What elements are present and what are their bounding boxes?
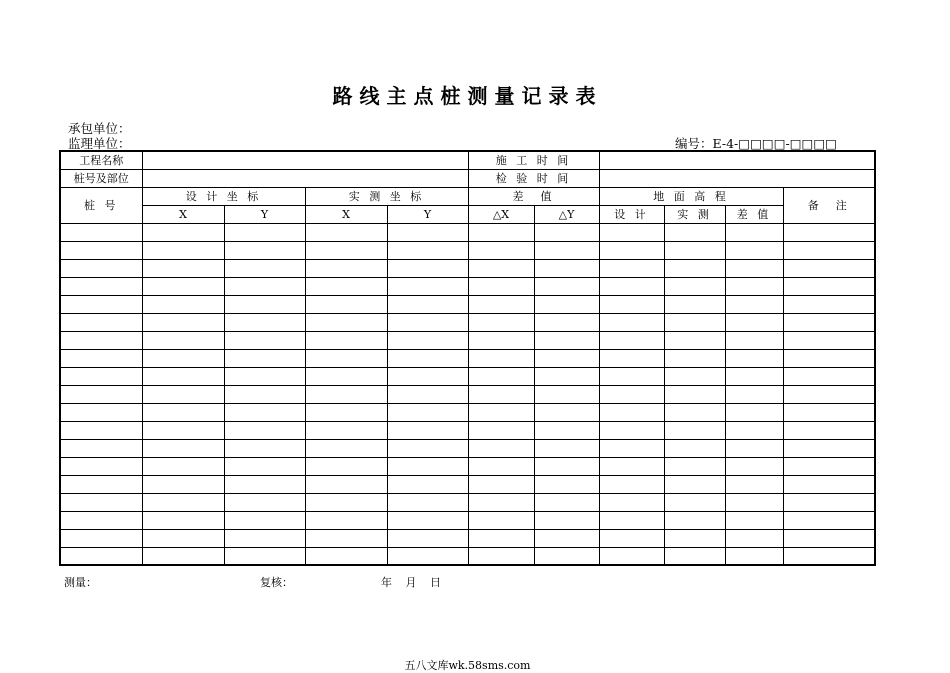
table-row [60, 403, 875, 421]
table-cell[interactable] [599, 313, 664, 331]
table-cell[interactable] [534, 457, 599, 475]
table-cell[interactable] [142, 529, 224, 547]
table-cell[interactable] [534, 403, 599, 421]
form-number: 编号：E-4-□□□□-□□□□ [675, 136, 837, 151]
table-cell[interactable] [599, 511, 664, 529]
construction-time-label: 施 工 时 间 [468, 151, 599, 169]
table-cell[interactable] [60, 493, 142, 511]
table-cell[interactable] [224, 511, 305, 529]
table-cell[interactable] [387, 475, 468, 493]
footer-measure: 测量： [64, 576, 97, 589]
remarks-header: 备 注 [783, 187, 875, 223]
table-cell[interactable] [534, 511, 599, 529]
table-cell[interactable] [60, 475, 142, 493]
sub-header-row [60, 205, 875, 223]
table-cell[interactable] [305, 529, 387, 547]
measured-coord-header: 实 测 坐 标 [305, 187, 468, 205]
table-cell[interactable] [142, 241, 224, 259]
table-cell[interactable] [305, 313, 387, 331]
table-row [60, 457, 875, 475]
table-cell[interactable] [387, 223, 468, 241]
stake-location-label: 桩号及部位 [60, 169, 142, 187]
table-cell[interactable] [468, 277, 534, 295]
table-cell[interactable] [387, 547, 468, 565]
table-cell[interactable] [599, 457, 664, 475]
table-cell[interactable] [60, 241, 142, 259]
table-cell[interactable] [60, 403, 142, 421]
table-cell[interactable] [664, 439, 725, 457]
table-cell[interactable] [224, 223, 305, 241]
supervisor-label: 监理单位： [68, 136, 131, 151]
group-header-row [60, 187, 875, 205]
project-name-value[interactable] [142, 151, 468, 169]
table-cell[interactable] [224, 475, 305, 493]
table-cell[interactable] [783, 529, 875, 547]
table-cell[interactable] [305, 475, 387, 493]
table-cell[interactable] [599, 349, 664, 367]
table-row [60, 421, 875, 439]
table-cell[interactable] [664, 547, 725, 565]
table-cell[interactable] [664, 349, 725, 367]
table-cell[interactable] [224, 349, 305, 367]
table-cell[interactable] [387, 529, 468, 547]
table-cell[interactable] [725, 241, 783, 259]
table-cell[interactable] [534, 241, 599, 259]
table-cell[interactable] [783, 421, 875, 439]
table-cell[interactable] [783, 385, 875, 403]
table-cell[interactable] [725, 259, 783, 277]
table-cell[interactable] [224, 493, 305, 511]
project-row [60, 151, 875, 169]
table-cell[interactable] [224, 367, 305, 385]
table-row [60, 547, 875, 565]
table-cell[interactable] [387, 295, 468, 313]
measured-y-header: Y [387, 205, 468, 223]
table-cell[interactable] [224, 313, 305, 331]
table-cell[interactable] [305, 331, 387, 349]
project-name-label: 工程名称 [60, 151, 142, 169]
table-cell[interactable] [664, 493, 725, 511]
delta-x-header: △X [468, 205, 534, 223]
table-cell[interactable] [305, 421, 387, 439]
table-cell[interactable] [534, 295, 599, 313]
table-cell[interactable] [224, 403, 305, 421]
table-cell[interactable] [224, 385, 305, 403]
table-cell[interactable] [305, 403, 387, 421]
table-cell[interactable] [783, 547, 875, 565]
table-cell[interactable] [534, 475, 599, 493]
table-cell[interactable] [142, 349, 224, 367]
table-cell[interactable] [599, 277, 664, 295]
table-cell[interactable] [224, 547, 305, 565]
table-cell[interactable] [305, 439, 387, 457]
table-row [60, 223, 875, 241]
table-cell[interactable] [534, 259, 599, 277]
table-cell[interactable] [305, 223, 387, 241]
table-row [60, 277, 875, 295]
table-cell[interactable] [142, 403, 224, 421]
table-cell[interactable] [387, 277, 468, 295]
table-cell[interactable] [599, 385, 664, 403]
table-cell[interactable] [664, 511, 725, 529]
table-cell[interactable] [142, 421, 224, 439]
table-cell[interactable] [468, 511, 534, 529]
table-cell[interactable] [468, 313, 534, 331]
table-row [60, 241, 875, 259]
table-cell[interactable] [534, 367, 599, 385]
table-cell[interactable] [305, 493, 387, 511]
table-cell[interactable] [534, 493, 599, 511]
table-cell[interactable] [664, 403, 725, 421]
table-row [60, 367, 875, 385]
table-cell[interactable] [725, 385, 783, 403]
footer-date: 年 月 日 [381, 576, 441, 589]
table-cell[interactable] [725, 403, 783, 421]
delta-y-header: △Y [534, 205, 599, 223]
table-cell[interactable] [783, 223, 875, 241]
table-cell[interactable] [664, 421, 725, 439]
table-cell[interactable] [142, 367, 224, 385]
table-cell[interactable] [783, 295, 875, 313]
table-cell[interactable] [599, 241, 664, 259]
table-cell[interactable] [664, 241, 725, 259]
table-cell[interactable] [60, 421, 142, 439]
table-cell[interactable] [534, 439, 599, 457]
table-cell[interactable] [599, 295, 664, 313]
table-cell[interactable] [305, 385, 387, 403]
table-cell[interactable] [725, 529, 783, 547]
table-cell[interactable] [534, 277, 599, 295]
table-cell[interactable] [224, 529, 305, 547]
form-title: 路线主点桩测量记录表 [332, 84, 603, 108]
table-cell[interactable] [387, 511, 468, 529]
measured-x-header: X [305, 205, 387, 223]
table-cell[interactable] [387, 331, 468, 349]
table-cell[interactable] [468, 439, 534, 457]
table-cell[interactable] [305, 457, 387, 475]
table-cell[interactable] [387, 259, 468, 277]
table-cell[interactable] [224, 421, 305, 439]
footer-review: 复核： [260, 576, 293, 589]
table-cell[interactable] [534, 547, 599, 565]
table-cell[interactable] [664, 475, 725, 493]
table-cell[interactable] [387, 241, 468, 259]
table-cell[interactable] [60, 367, 142, 385]
inspection-time-value[interactable] [599, 169, 875, 187]
table-cell[interactable] [468, 421, 534, 439]
table-cell[interactable] [534, 385, 599, 403]
table-row [60, 529, 875, 547]
table-cell[interactable] [664, 277, 725, 295]
stake-location-value[interactable] [142, 169, 468, 187]
table-cell[interactable] [142, 259, 224, 277]
table-cell[interactable] [599, 403, 664, 421]
table-row [60, 439, 875, 457]
table-cell[interactable] [664, 457, 725, 475]
table-cell[interactable] [305, 259, 387, 277]
table-cell[interactable] [60, 547, 142, 565]
table-cell[interactable] [60, 385, 142, 403]
table-cell[interactable] [224, 457, 305, 475]
table-cell[interactable] [60, 295, 142, 313]
table-cell[interactable] [664, 385, 725, 403]
table-cell[interactable] [468, 547, 534, 565]
table-cell[interactable] [725, 475, 783, 493]
table-cell[interactable] [468, 493, 534, 511]
table-cell[interactable] [224, 277, 305, 295]
table-cell[interactable] [224, 439, 305, 457]
table-row [60, 511, 875, 529]
elevation-measured-header: 实 测 [664, 205, 725, 223]
table-cell[interactable] [725, 295, 783, 313]
watermark: 五八文库wk.58sms.com [404, 659, 531, 672]
table-cell[interactable] [599, 331, 664, 349]
table-cell[interactable] [305, 367, 387, 385]
table-cell[interactable] [60, 223, 142, 241]
table-cell[interactable] [783, 349, 875, 367]
table-cell[interactable] [599, 421, 664, 439]
table-cell[interactable] [468, 331, 534, 349]
table-cell[interactable] [468, 403, 534, 421]
table-cell[interactable] [468, 367, 534, 385]
table-row [60, 295, 875, 313]
table-cell[interactable] [599, 529, 664, 547]
table-row [60, 313, 875, 331]
table-cell[interactable] [60, 259, 142, 277]
table-cell[interactable] [725, 421, 783, 439]
table-cell[interactable] [783, 277, 875, 295]
inspection-time-label: 检 验 时 间 [468, 169, 599, 187]
table-cell[interactable] [468, 241, 534, 259]
table-cell[interactable] [468, 259, 534, 277]
table-cell[interactable] [664, 331, 725, 349]
table-cell[interactable] [60, 457, 142, 475]
stake-no-header: 桩 号 [60, 187, 142, 223]
table-cell[interactable] [305, 241, 387, 259]
table-cell[interactable] [60, 511, 142, 529]
table-cell[interactable] [305, 295, 387, 313]
table-cell[interactable] [534, 331, 599, 349]
table-cell[interactable] [305, 277, 387, 295]
table-cell[interactable] [142, 511, 224, 529]
table-cell[interactable] [783, 241, 875, 259]
table-cell[interactable] [387, 439, 468, 457]
table-cell[interactable] [305, 511, 387, 529]
table-cell[interactable] [725, 547, 783, 565]
table-cell[interactable] [468, 475, 534, 493]
table-cell[interactable] [783, 403, 875, 421]
table-cell[interactable] [387, 385, 468, 403]
table-cell[interactable] [305, 349, 387, 367]
table-cell[interactable] [725, 331, 783, 349]
table-cell[interactable] [60, 277, 142, 295]
table-cell[interactable] [142, 547, 224, 565]
table-cell[interactable] [725, 367, 783, 385]
table-cell[interactable] [468, 223, 534, 241]
table-cell[interactable] [142, 493, 224, 511]
table-cell[interactable] [783, 313, 875, 331]
table-cell[interactable] [387, 421, 468, 439]
table-cell[interactable] [387, 313, 468, 331]
table-row [60, 259, 875, 277]
table-cell[interactable] [534, 421, 599, 439]
table-cell[interactable] [468, 529, 534, 547]
table-cell[interactable] [725, 223, 783, 241]
table-cell[interactable] [224, 241, 305, 259]
table-cell[interactable] [534, 529, 599, 547]
table-cell[interactable] [599, 367, 664, 385]
table-cell[interactable] [60, 313, 142, 331]
table-cell[interactable] [142, 313, 224, 331]
table-cell[interactable] [599, 259, 664, 277]
table-cell[interactable] [664, 259, 725, 277]
table-cell[interactable] [725, 277, 783, 295]
table-cell[interactable] [60, 349, 142, 367]
table-cell[interactable] [783, 493, 875, 511]
table-cell[interactable] [664, 529, 725, 547]
table-cell[interactable] [725, 493, 783, 511]
table-cell[interactable] [725, 511, 783, 529]
table-row [60, 385, 875, 403]
table-cell[interactable] [142, 475, 224, 493]
table-cell[interactable] [142, 385, 224, 403]
table-cell[interactable] [664, 295, 725, 313]
table-cell[interactable] [224, 259, 305, 277]
table-cell[interactable] [725, 313, 783, 331]
table-cell[interactable] [387, 349, 468, 367]
table-cell[interactable] [783, 457, 875, 475]
table-cell[interactable] [664, 313, 725, 331]
table-cell[interactable] [725, 439, 783, 457]
contractor-label: 承包单位： [68, 121, 131, 136]
table-row [60, 475, 875, 493]
difference-header: 差 值 [468, 187, 599, 205]
table-cell[interactable] [142, 223, 224, 241]
table-cell[interactable] [534, 313, 599, 331]
table-cell[interactable] [224, 331, 305, 349]
table-cell[interactable] [534, 349, 599, 367]
table-cell[interactable] [387, 493, 468, 511]
table-cell[interactable] [224, 295, 305, 313]
construction-time-value[interactable] [599, 151, 875, 169]
table-cell[interactable] [664, 223, 725, 241]
record-table [59, 150, 876, 566]
design-coord-header: 设 计 坐 标 [142, 187, 305, 205]
table-cell[interactable] [142, 277, 224, 295]
elevation-diff-header: 差 值 [725, 205, 783, 223]
table-cell[interactable] [60, 529, 142, 547]
table-cell[interactable] [534, 223, 599, 241]
design-x-header: X [142, 205, 224, 223]
table-row [60, 493, 875, 511]
table-cell[interactable] [599, 439, 664, 457]
table-cell[interactable] [599, 493, 664, 511]
table-cell[interactable] [783, 259, 875, 277]
ground-elevation-header: 地 面 高 程 [599, 187, 783, 205]
table-cell[interactable] [142, 439, 224, 457]
table-cell[interactable] [783, 331, 875, 349]
design-y-header: Y [224, 205, 305, 223]
table-cell[interactable] [60, 439, 142, 457]
table-row [60, 331, 875, 349]
table-cell[interactable] [783, 511, 875, 529]
table-cell[interactable] [725, 349, 783, 367]
table-cell[interactable] [387, 367, 468, 385]
table-row [60, 349, 875, 367]
table-cell[interactable] [599, 223, 664, 241]
table-cell[interactable] [599, 475, 664, 493]
table-cell[interactable] [468, 385, 534, 403]
table-cell[interactable] [142, 331, 224, 349]
table-cell[interactable] [387, 403, 468, 421]
table-cell[interactable] [468, 349, 534, 367]
table-cell[interactable] [468, 295, 534, 313]
table-cell[interactable] [599, 547, 664, 565]
table-cell[interactable] [60, 331, 142, 349]
table-cell[interactable] [387, 457, 468, 475]
table-cell[interactable] [783, 439, 875, 457]
table-cell[interactable] [664, 367, 725, 385]
table-cell[interactable] [783, 475, 875, 493]
table-cell[interactable] [468, 457, 534, 475]
table-cell[interactable] [142, 457, 224, 475]
table-cell[interactable] [725, 457, 783, 475]
elevation-design-header: 设 计 [599, 205, 664, 223]
table-cell[interactable] [783, 367, 875, 385]
table-cell[interactable] [305, 547, 387, 565]
table-cell[interactable] [142, 295, 224, 313]
location-row [60, 169, 875, 187]
